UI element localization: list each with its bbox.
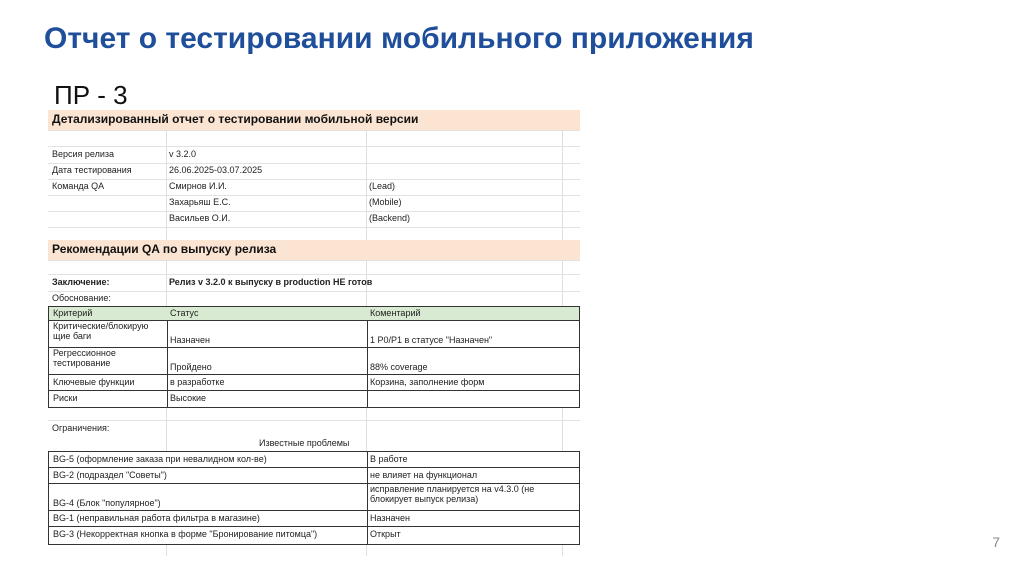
issue-row <box>49 452 579 468</box>
team-member-role: (Lead) <box>369 181 396 192</box>
criterion-cell: Ключевые функции <box>53 376 135 387</box>
comment-cell: Корзина, заполнение форм <box>370 376 485 387</box>
column-header: Коментарий <box>370 307 421 318</box>
team-member-role: (Mobile) <box>369 197 402 208</box>
column-header: Критерий <box>53 307 93 318</box>
status-cell: Назначен <box>170 335 210 346</box>
conclusion-value: Релиз v 3.2.0 к выпуску в production НЕ готов <box>169 277 373 288</box>
issue-status: Открыт <box>370 529 401 540</box>
table-row <box>49 348 579 375</box>
slide-title: Отчет о тестировании мобильного приложения <box>44 22 754 55</box>
recommendations-header: Рекомендации QA по выпуску релиза <box>52 242 277 257</box>
test-dates-value: 26.06.2025-03.07.2025 <box>169 165 263 176</box>
criterion-cell: Регрессионное тестирование <box>53 348 116 368</box>
report-header-row <box>48 110 580 130</box>
table-row <box>49 321 579 348</box>
team-member-name: Захарьяш Е.С. <box>169 197 231 208</box>
issue-status: не влияет на функционал <box>370 469 478 480</box>
qa-team-label: Команда QA <box>52 181 105 192</box>
issue-name: BG-4 (Блок "популярное") <box>53 498 161 509</box>
known-issues-title: Известные проблемы <box>259 438 350 449</box>
conclusion-label: Заключение: <box>52 277 110 288</box>
team-row <box>48 195 580 211</box>
rationale-row <box>48 291 580 306</box>
test-dates-label: Дата тестирования <box>52 165 132 176</box>
issue-name: BG-1 (неправильная работа фильтра в магазине) <box>53 512 260 523</box>
issue-name: BG-3 (Некорректная кнопка в форме "Бронирование питомца") <box>53 529 318 540</box>
status-cell: Пройдено <box>170 362 212 373</box>
issue-row <box>49 527 579 543</box>
known-issues-table <box>48 451 580 545</box>
team-member-role: (Backend) <box>369 213 411 224</box>
release-version-value: v 3.2.0 <box>169 149 197 160</box>
comment-cell: 88% coverage <box>370 362 428 373</box>
issue-status: исправление планируется на v4.3.0 (не блокирует выпуск релиза) <box>370 484 535 504</box>
report-header: Детализированный отчет о тестировании мобильной версии <box>52 112 419 127</box>
criteria-table <box>48 306 580 408</box>
spreadsheet <box>48 110 580 556</box>
issue-name: BG-5 (оформление заказа при невалидном кол-ве) <box>53 453 267 464</box>
team-row <box>48 211 580 227</box>
rationale-label: Обоснование: <box>52 292 111 303</box>
comment-cell <box>370 391 562 406</box>
criteria-table-header <box>49 307 579 321</box>
limitations-row <box>48 421 580 437</box>
status-cell: Высокие <box>170 392 207 403</box>
slide-subtitle: ПР - 3 <box>54 80 128 110</box>
team-row <box>48 179 580 195</box>
issue-name: BG-2 (подраздел "Советы") <box>53 469 167 480</box>
issue-status: В работе <box>370 453 408 464</box>
recommendations-header-row <box>48 240 580 260</box>
test-dates-row <box>48 163 580 179</box>
criterion-cell: Риски <box>53 392 78 403</box>
table-row <box>49 375 579 391</box>
issue-row <box>49 511 579 527</box>
team-member-name: Смирнов И.И. <box>169 181 227 192</box>
limitations-label: Ограничения: <box>52 423 110 434</box>
criterion-cell: Критические/блокирую щие баги <box>53 321 149 341</box>
comment-cell: 1 P0/P1 в статусе "Назначен" <box>370 335 493 346</box>
table-row <box>49 391 579 406</box>
page-number: 7 <box>992 534 1000 550</box>
release-version-row <box>48 147 580 163</box>
issue-row <box>49 468 579 484</box>
issue-row <box>49 484 579 511</box>
status-cell: в разработке <box>170 376 225 387</box>
team-member-name: Васильев О.И. <box>169 213 231 224</box>
known-issues-title-row <box>48 437 580 451</box>
column-header: Статус <box>170 307 199 318</box>
release-version-label: Версия релиза <box>52 149 115 160</box>
issue-status: Назначен <box>370 512 410 523</box>
conclusion-row <box>48 275 580 291</box>
